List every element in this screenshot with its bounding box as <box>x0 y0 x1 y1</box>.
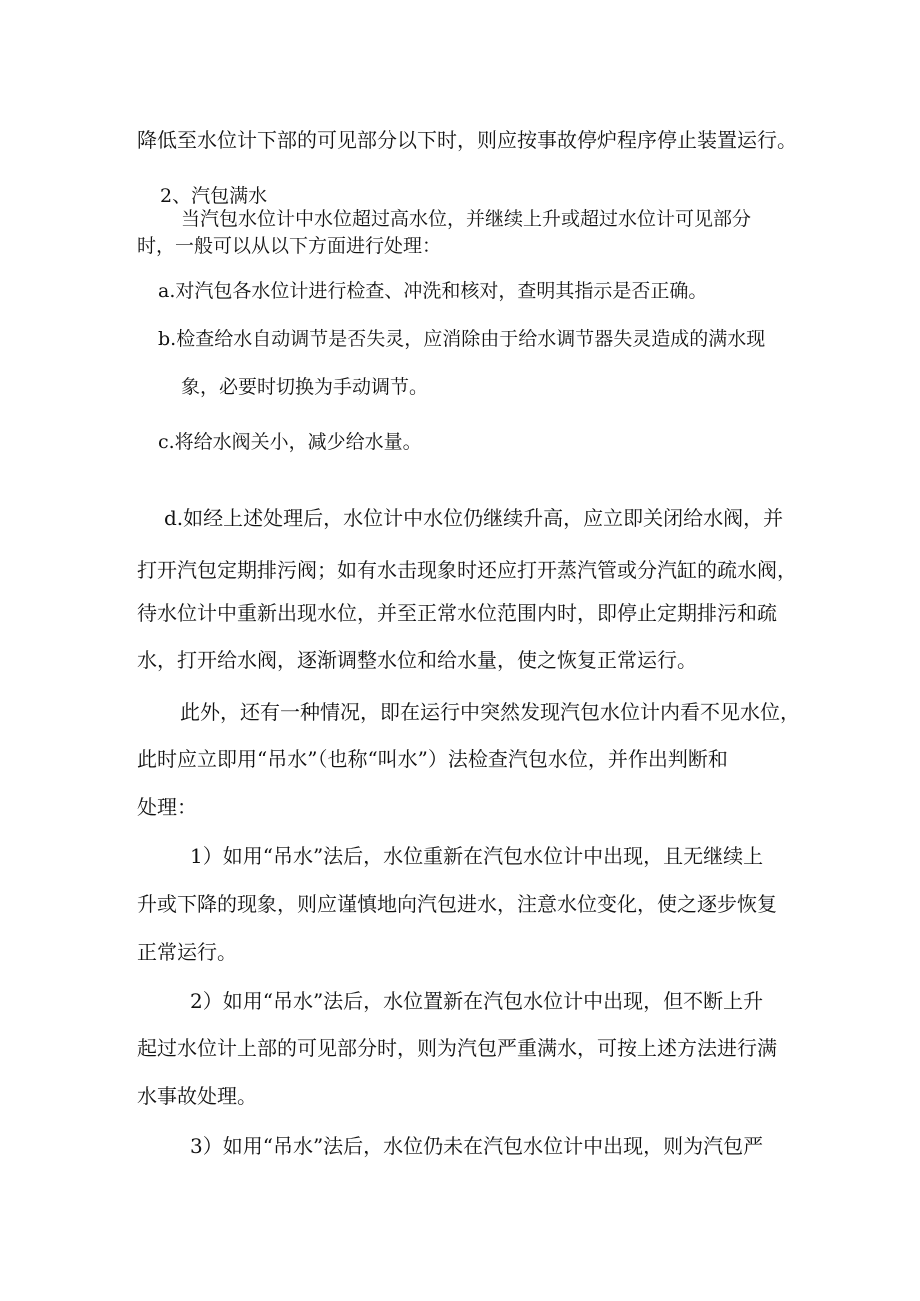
list-item-a: a.对汽包各水位计进行检查、冲洗和核对，查明其指示是否正确。 <box>158 280 708 302</box>
text-line: 水，打开给水阀，逐渐调整水位和给水量，使之恢复正常运行。 <box>137 648 697 672</box>
text-line: 降低至水位计下部的可见部分以下时，则应按事故停炉程序停止装置运行。 <box>137 128 797 152</box>
text-line: 正常运行。 <box>137 940 237 964</box>
text-line: 时，一般可以从以下方面进行处理： <box>137 235 442 257</box>
text-line: 处理： <box>137 795 197 819</box>
numbered-item-2: 2）如用“吊水”法后，水位置新在汽包水位计中出现，但不断上升 <box>190 989 764 1013</box>
text-line: 打开汽包定期排污阀；如有水击现象时还应打开蒸汽管或分汽缸的疏水阀， <box>137 558 797 582</box>
numbered-item-1: 1）如用“吊水”法后，水位重新在汽包水位计中出现，且无继续上 <box>190 844 764 868</box>
text-line: 水事故处理。 <box>137 1084 257 1108</box>
text-line: 此时应立即用“吊水”（也称“叫水”）法检查汽包水位，并作出判断和 <box>137 747 728 771</box>
list-item-b: b.检查给水自动调节是否失灵，应消除由于给水调节器失灵造成的满水现 <box>158 328 766 350</box>
list-item-b-continued: 象，必要时切换为手动调节。 <box>181 376 429 398</box>
text-line: 当汽包水位计中水位超过高水位，并继续上升或超过水位计可见部分 <box>181 208 752 230</box>
section-heading: 2、汽包满水 <box>160 185 268 207</box>
numbered-item-3: 3）如用“吊水”法后，水位仍未在汽包水位计中出现，则为汽包严 <box>190 1134 764 1158</box>
text-line: 起过水位计上部的可见部分时，则为汽包严重满水，可按上述方法进行满 <box>137 1036 777 1060</box>
list-item-d: d.如经上述处理后，水位计中水位仍继续升高，应立即关闭给水阀，并 <box>164 506 784 530</box>
list-item-c: c.将给水阀关小，减少给水量。 <box>158 431 422 453</box>
text-line: 待水位计中重新出现水位，并至正常水位范围内时，即停止定期排污和疏 <box>137 601 777 625</box>
text-line: 此外，还有一种情况，即在运行中突然发现汽包水位计内看不见水位， <box>180 700 800 724</box>
text-line: 升或下降的现象，则应谨慎地向汽包进水，注意水位变化，使之逐步恢复 <box>137 892 777 916</box>
